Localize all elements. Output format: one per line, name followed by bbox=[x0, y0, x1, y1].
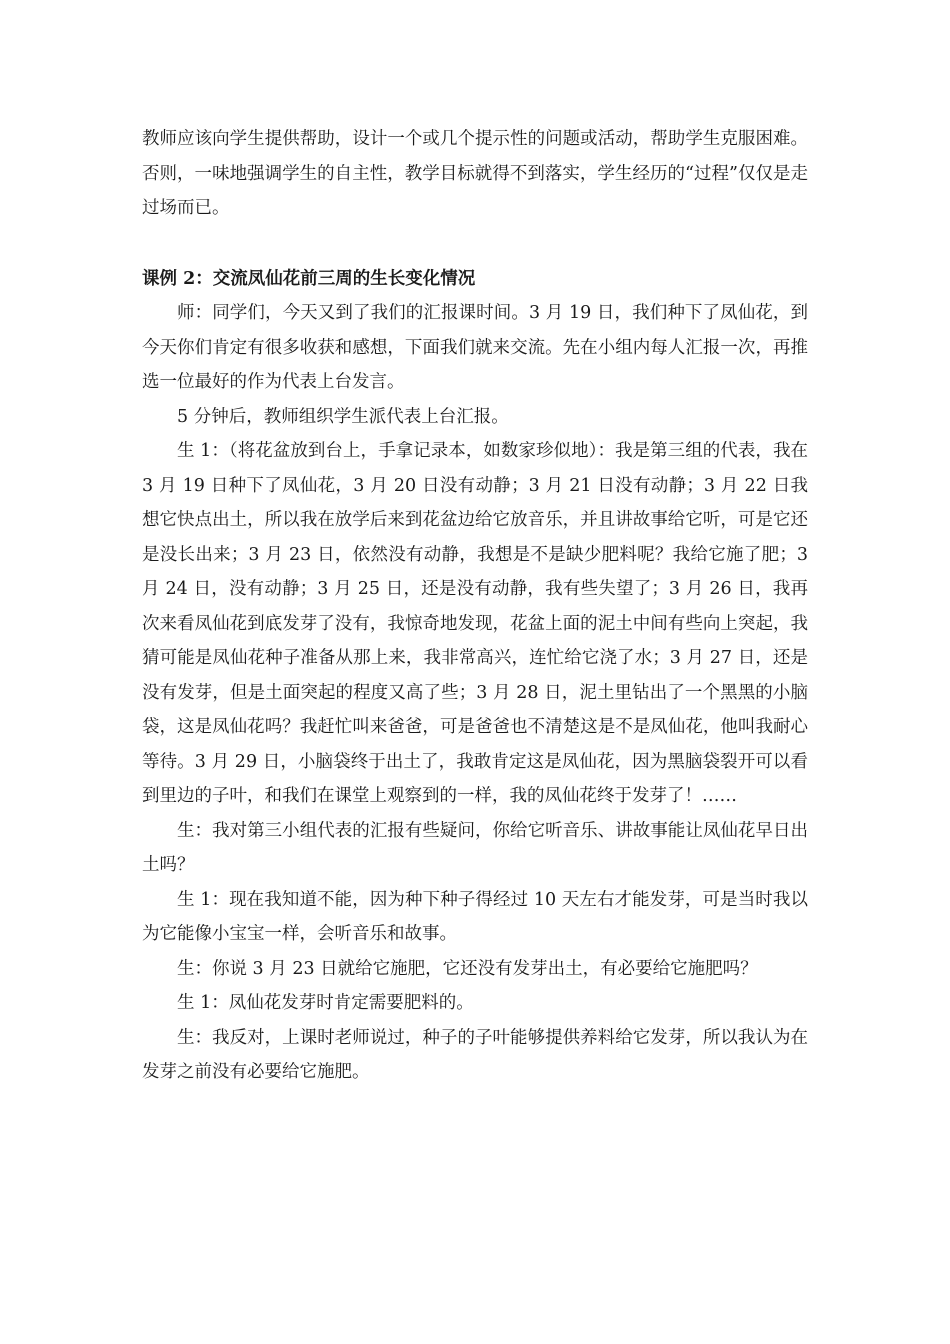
case-title: 课例 2：交流凤仙花前三周的生长变化情况 bbox=[142, 269, 476, 289]
dialogue-paragraph-student-question-music: 生：我对第三小组代表的汇报有些疑问，你给它听音乐、讲故事能让凤仙花早日出土吗？ bbox=[142, 820, 808, 875]
dialogue-paragraph-student1-reply-music: 生 1：现在我知道不能，因为种下种子得经过 10 天左右才能发芽，可是当时我以为它能像小宝宝一样，会听音乐和故事。 bbox=[142, 889, 808, 944]
dialogue-paragraph-student-question-fertilizer: 生：你说 3 月 23 日就给它施肥，它还没有发芽出土，有必要给它施肥吗？ bbox=[177, 958, 758, 979]
dialogue-section bbox=[142, 296, 808, 1090]
dialogue-paragraph-teacher-opening: 师：同学们，今天又到了我们的汇报课时间。3 月 19 日，我们种下了凤仙花，到今天你们肯定有很多收获和感想，下面我们就来交流。先在小组内每人汇报一次，再推选一位最好的作为代表上台发言。 bbox=[142, 303, 808, 392]
dialogue-paragraph-narration: 5 分钟后，教师组织学生派代表上台汇报。 bbox=[177, 406, 509, 427]
intro-section bbox=[142, 122, 808, 226]
dialogue-paragraph-student-objection: 生：我反对，上课时老师说过，种子的子叶能够提供养料给它发芽，所以我认为在发芽之前没有必要给它施肥。 bbox=[142, 1027, 808, 1082]
dialogue-paragraph-student1-reply-fertilizer: 生 1：凤仙花发芽时肯定需要肥料的。 bbox=[177, 993, 474, 1013]
intro-paragraph: 教师应该向学生提供帮助，设计一个或几个提示性的问题或活动，帮助学生克服困难。否则，一味地强调学生的自主性，教学目标就得不到落实，学生经历的“过程”仅仅是走过场而已。 bbox=[142, 129, 808, 218]
dialogue-paragraph-student1-report: 生 1：（将花盆放到台上，手拿记录本，如数家珍似地）：我是第三组的代表，我在 3 月 19 日种下了凤仙花，3 月 20 日没有动静；3 月 21 日没有动静；3 月 22 日我想它快点出土，所以我在放学后来到花盆边给它放音乐，并且讲故事给它听，可是它还是没长出来；3 月 23 日，依然没有动静，我想是不是缺少肥料呢？我给它施了肥；3 月 24 日，没有动静；3 月 25 日，还是没有动静，我有些失望了；3 月 26 日，我再次来看凤仙花到底发芽了没有，我惊奇地发现，花盆上面的泥土中间有些向上突起，我猜可能是凤仙花种子准备从那上来，我非常高兴，连忙给它浇了水；3 月 27 日，还是没有发芽，但是土面突起的程度又高了些；3 月 28 日，泥土里钻出了一个黑黑的小脑袋，这是凤仙花吗？我赶忙叫来爸爸，可是爸爸也不清楚这是不是凤仙花，他叫我耐心等待。3 月 29 日，小脑袋终于出土了，我敢肯定这是凤仙花，因为黑脑袋裂开可以看到里边的子叶，和我们在课堂上观察到的一样，我的凤仙花终于发芽了！…… bbox=[142, 441, 808, 806]
